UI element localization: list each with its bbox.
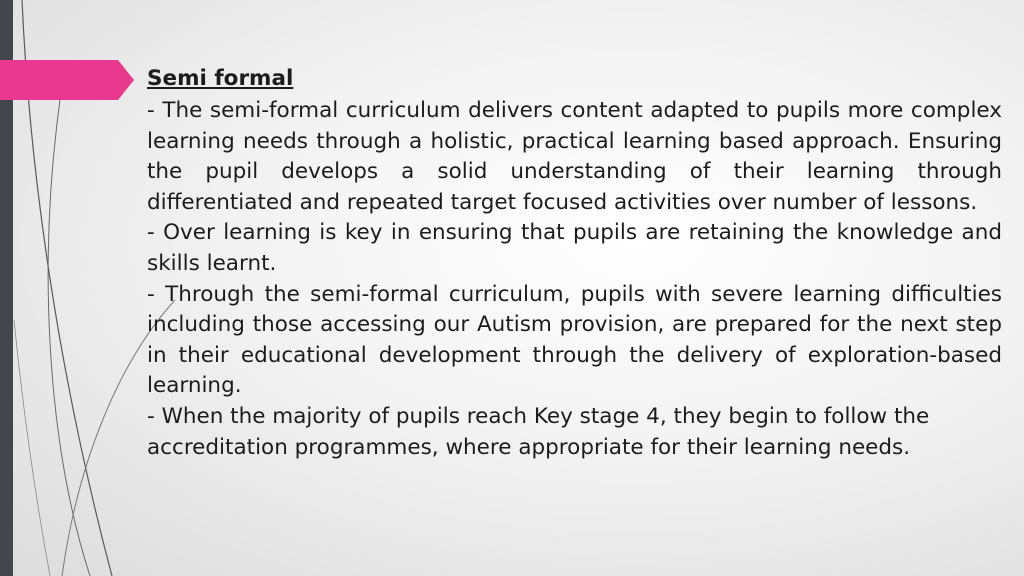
- paragraph-over-learning: - Over learning is key in ensuring that pupils are retaining the knowledge and skills learnt.: [147, 220, 1002, 276]
- paragraph-curriculum-overview: - The semi-formal curriculum delivers content adapted to pupils more complex learning needs through a holistic, practical learning based approach. Ensuring the pupil develops a solid understanding of their learning through differentiated and repeated target focused activities over number of lessons.: [147, 98, 1002, 215]
- paragraph-key-stage-4: - When the majority of pupils reach Key stage 4, they begin to follow the accreditation programmes, where appropriate for their learning needs.: [147, 403, 930, 460]
- paragraph-severe-learning-difficulties: - Through the semi-formal curriculum, pupils with severe learning difficulties including those accessing our Autism provision, are prepared for the next step in their educational development through the delivery of exploration-based learning.: [147, 281, 1002, 399]
- slide-heading: Semi formal: [147, 66, 294, 91]
- pink-accent-tab: [0, 60, 134, 100]
- slide-content: [147, 62, 1002, 463]
